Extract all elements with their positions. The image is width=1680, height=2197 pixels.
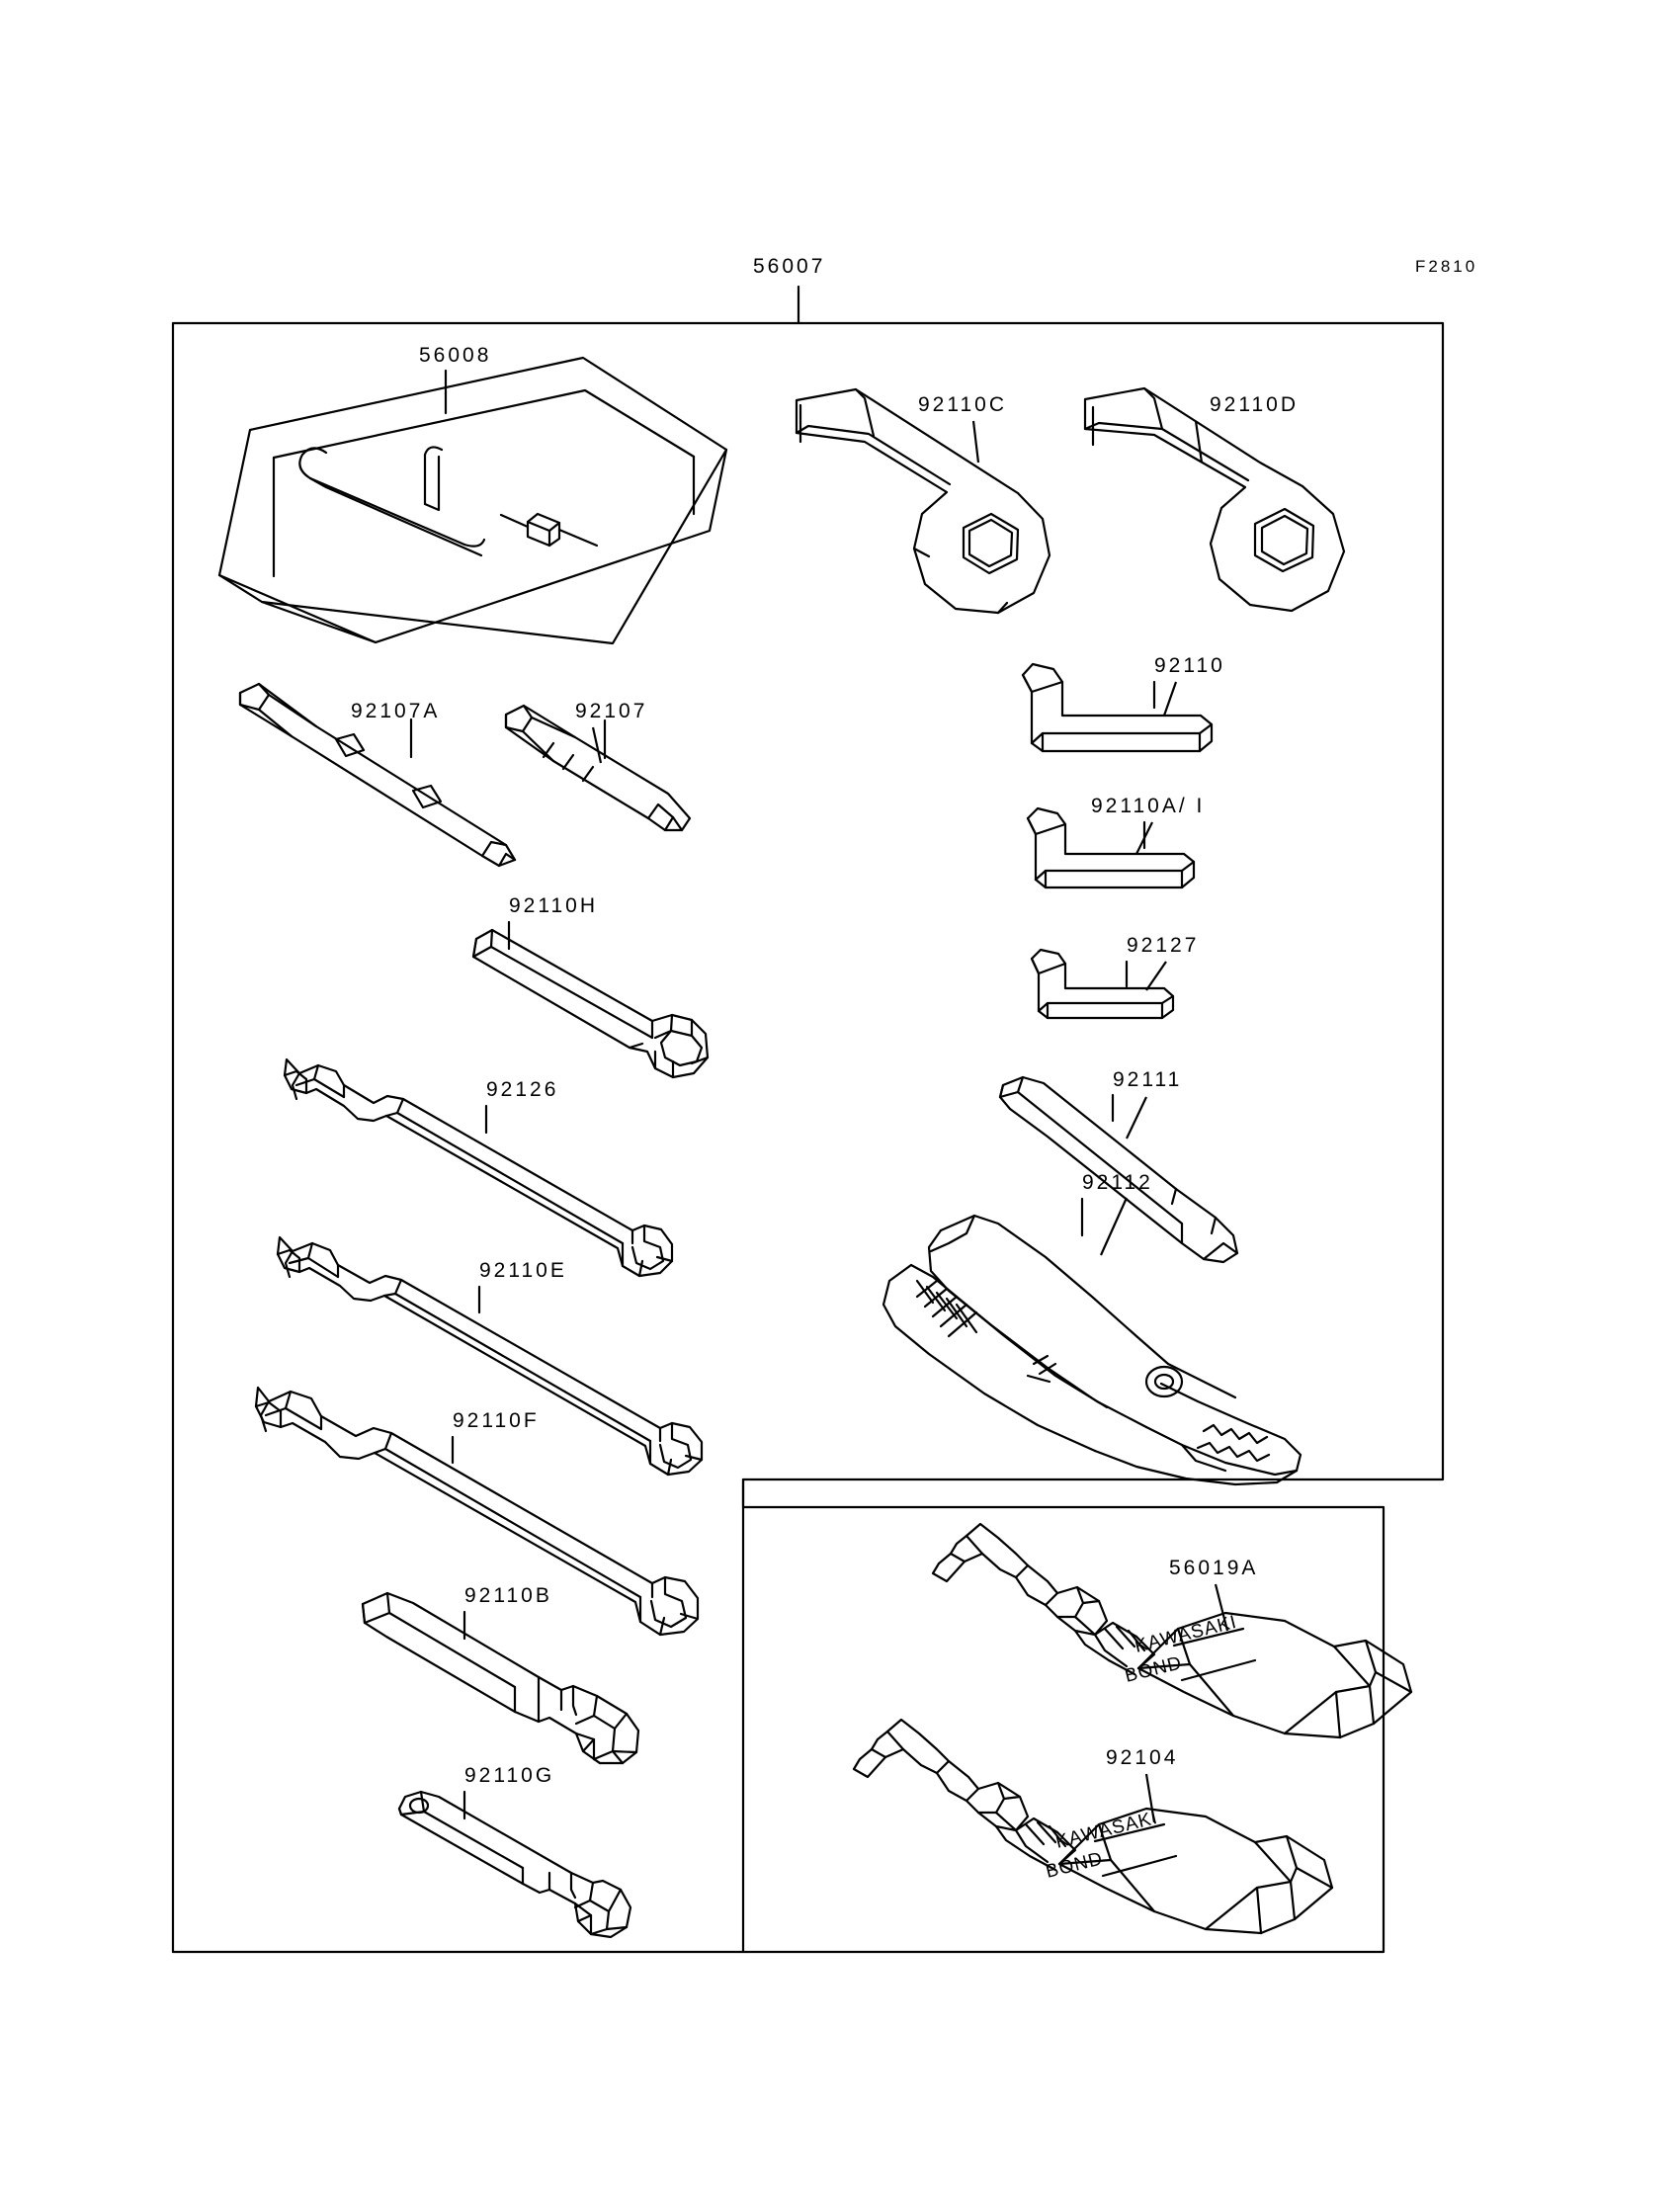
part-92110D-box-wrench (1085, 388, 1344, 611)
part-92110A-hex-key (1028, 808, 1194, 887)
part-label-92107: 92107 (575, 700, 648, 722)
part-label-92126: 92126 (486, 1078, 559, 1101)
part-label-92110F: 92110F (453, 1409, 540, 1432)
part-92110G-socket-wrench (399, 1792, 630, 1937)
part-label-92111: 92111 (1113, 1068, 1183, 1091)
part-label-92110A-I: 92110A/ I (1091, 795, 1206, 817)
leader-lines (593, 421, 1227, 1822)
leader-92127 (1146, 962, 1166, 990)
sheet-code: F2810 (1415, 257, 1478, 276)
part-label-92107A: 92107A (351, 700, 441, 722)
part-label-92110: 92110 (1154, 654, 1225, 677)
part-92107-screwdriver (506, 706, 690, 830)
part-92110H-open-end-wrench (473, 922, 708, 1077)
part-label-56008: 56008 (419, 344, 492, 367)
part-label-92110H: 92110H (509, 894, 599, 917)
part-56008-tool-bag (219, 358, 726, 643)
leader-92110C (973, 421, 978, 463)
kit-boundary-frame (173, 323, 1443, 1952)
part-label-92127: 92127 (1127, 934, 1200, 957)
part-92112-pliers (883, 1199, 1301, 1484)
part-92110C-box-wrench (797, 389, 1050, 613)
part-label-92110G: 92110G (464, 1764, 555, 1787)
leader-92110 (1164, 682, 1176, 716)
part-label-92110C: 92110C (918, 393, 1008, 416)
bond-brand-line1-large: KAWASAKI (1133, 1611, 1239, 1657)
part-label-92110E: 92110E (479, 1259, 567, 1282)
bond-brand-line2-small: BOND (1044, 1848, 1106, 1883)
part-92110B-spark-plug-wrench (363, 1593, 638, 1763)
leader-92112 (1101, 1198, 1127, 1255)
leader-92107 (593, 727, 601, 763)
part-label-92112: 92112 (1082, 1171, 1153, 1194)
bond-brand-line2-large: BOND (1123, 1652, 1185, 1687)
leader-92110D (1196, 421, 1202, 463)
bond-label-small (1044, 1808, 1160, 1883)
part-92126-wrench (285, 1059, 672, 1276)
part-label-92110B: 92110B (464, 1584, 552, 1607)
bond-brand-line1-small: KAWASAKI (1053, 1807, 1160, 1853)
part-label-92104: 92104 (1106, 1746, 1179, 1769)
part-label-56007: 56007 (753, 255, 826, 278)
bond-label-large (1123, 1612, 1239, 1687)
part-92111-chisel (1000, 1077, 1237, 1262)
leader-92111 (1127, 1097, 1146, 1139)
part-label-56019A: 56019A (1169, 1557, 1259, 1579)
part-label-92110D: 92110D (1210, 393, 1300, 416)
